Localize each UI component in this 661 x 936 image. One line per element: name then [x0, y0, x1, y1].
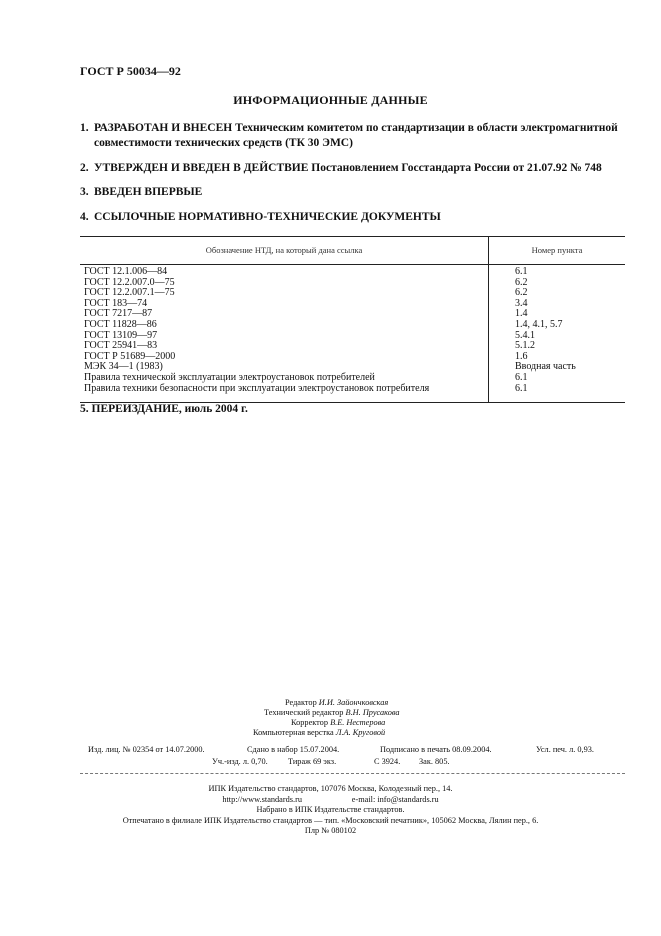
credit-name: Л.А. Круговой	[335, 728, 386, 737]
footer-plr: Плр № 080102	[304, 826, 357, 836]
item-text	[80, 161, 620, 176]
cell-document: ГОСТ 25941—83	[84, 340, 158, 352]
pub-c: С 3924.	[374, 757, 401, 766]
cell-point: 6.2	[515, 287, 528, 299]
footer-publisher: ИПК Издательство стандартов, 107076 Москва, Колодезный пер., 14.	[208, 784, 453, 793]
section-title: ИНФОРМАЦИОННЫЕ ДАННЫЕ	[233, 93, 428, 107]
item-text	[80, 185, 620, 200]
pub-license: Изд. лиц. № 02354 от 14.07.2000.	[88, 745, 205, 754]
item-number: 3.	[80, 186, 89, 198]
publisher-footer	[0, 784, 661, 837]
credit-name: В.Н. Прусакова	[345, 708, 400, 717]
item-body: Техническим комитетом по стандартизации в области электромагнитной совместимости технических средств (ТК 30 ЭМС)	[94, 122, 618, 149]
info-item-3	[80, 185, 620, 200]
table-row	[80, 373, 625, 384]
credit-name: И.И. Зайончковская	[318, 698, 389, 707]
credit-proofreader	[291, 718, 385, 728]
pub-signed-date: Подписано в печать 08.09.2004.	[380, 745, 492, 754]
item-lead: УТВЕРЖДЕН И ВВЕДЕН В ДЕЙСТВИЕ	[94, 162, 309, 174]
credit-role: Корректор	[291, 718, 328, 727]
cell-point: 6.1	[515, 371, 528, 383]
cell-point: 6.1	[515, 266, 528, 277]
item-number: 5.	[80, 403, 89, 415]
info-item-4	[80, 210, 620, 225]
cell-point: 1.4, 4.1, 5.7	[515, 318, 563, 330]
cell-point: Вводная часть	[515, 361, 576, 373]
item-lead: РАЗРАБОТАН И ВНЕСЕН	[94, 122, 233, 134]
cell-document: Правила технической эксплуатации электроустановок потребителей	[84, 371, 375, 383]
table-row	[80, 320, 625, 331]
pub-edition-sheets: Уч.-изд. л. 0,70.	[212, 757, 268, 766]
cell-document: ГОСТ 12.2.007.0—75	[84, 276, 175, 288]
pub-order: Зак. 805.	[419, 757, 450, 766]
reissue-text: ПЕРЕИЗДАНИЕ, июль 2004 г.	[91, 403, 248, 415]
cell-document: МЭК 34—1 (1983)	[84, 361, 163, 373]
item-lead: ССЫЛОЧНЫЕ НОРМАТИВНО-ТЕХНИЧЕСКИЕ ДОКУМЕНТЫ	[94, 211, 441, 223]
item-body: Постановлением Госстандарта России от 21.07.92 № 748	[311, 162, 602, 174]
column-header-document: Обозначение НТД, на который дана ссылка	[205, 245, 363, 255]
cell-document: ГОСТ 13109—97	[84, 329, 158, 341]
dashed-divider	[80, 773, 625, 774]
reissue-item	[80, 403, 248, 415]
cell-point: 5.4.1	[515, 329, 535, 341]
cell-document: ГОСТ 11828—86	[84, 318, 157, 330]
cell-document: ГОСТ Р 51689—2000	[84, 350, 176, 362]
item-number: 2.	[80, 162, 89, 174]
footer-email: e-mail: info@standards.ru	[351, 794, 439, 804]
cell-point: 6.1	[515, 382, 528, 394]
table-body	[80, 267, 625, 394]
table-header-rule	[80, 264, 625, 265]
credit-tech-editor	[264, 708, 400, 718]
cell-document: ГОСТ 183—74	[84, 297, 148, 309]
table-row	[80, 384, 625, 395]
pub-print-sheets: Усл. печ. л. 0,93.	[536, 745, 594, 754]
cell-point: 6.2	[515, 276, 528, 288]
table-row	[80, 288, 625, 299]
footer-printed: Отпечатано в филиале ИПК Издательство стандартов — тип. «Московский печатник», 105062 Москва, Лялин пер., 6.	[122, 815, 539, 825]
credit-layout	[253, 728, 385, 738]
cell-point: 3.4	[515, 297, 528, 309]
info-item-1	[80, 121, 620, 151]
footer-contacts	[0, 795, 661, 806]
item-number: 1.	[80, 122, 89, 134]
info-item-2	[80, 161, 620, 176]
item-text	[80, 121, 620, 151]
cell-document: Правила техники безопасности при эксплуатации электроустановок потребителя	[84, 382, 430, 394]
table-row	[80, 299, 625, 310]
credit-role: Компьютерная верстка	[253, 728, 334, 737]
pub-run: Тираж 69 экз.	[288, 757, 337, 766]
column-header-point: Номер пункта	[531, 245, 583, 255]
table-row	[80, 267, 625, 278]
cell-document: ГОСТ 12.1.006—84	[84, 266, 168, 277]
credit-editor	[285, 698, 388, 708]
pub-set-date: Сдано в набор 15.07.2004.	[247, 745, 340, 754]
credit-name: В.Е. Нестерова	[330, 718, 386, 727]
item-lead: ВВЕДЕН ВПЕРВЫЕ	[94, 186, 203, 198]
footer-web: http://www.standards.ru	[222, 794, 302, 804]
cell-point: 1.6	[515, 350, 528, 362]
footer-typeset: Набрано в ИПК Издательстве стандартов.	[256, 805, 405, 815]
credit-role: Редактор	[285, 698, 317, 707]
cell-point: 5.1.2	[515, 340, 535, 352]
item-text	[80, 210, 620, 225]
credit-role: Технический редактор	[264, 708, 344, 717]
cell-document: ГОСТ 7217—87	[84, 308, 153, 320]
item-number: 4.	[80, 211, 89, 223]
table-top-rule	[80, 236, 625, 237]
cell-point: 1.4	[515, 308, 528, 320]
table-row	[80, 331, 625, 342]
document-code: ГОСТ Р 50034—92	[80, 64, 181, 78]
cell-document: ГОСТ 12.2.007.1—75	[84, 287, 175, 299]
